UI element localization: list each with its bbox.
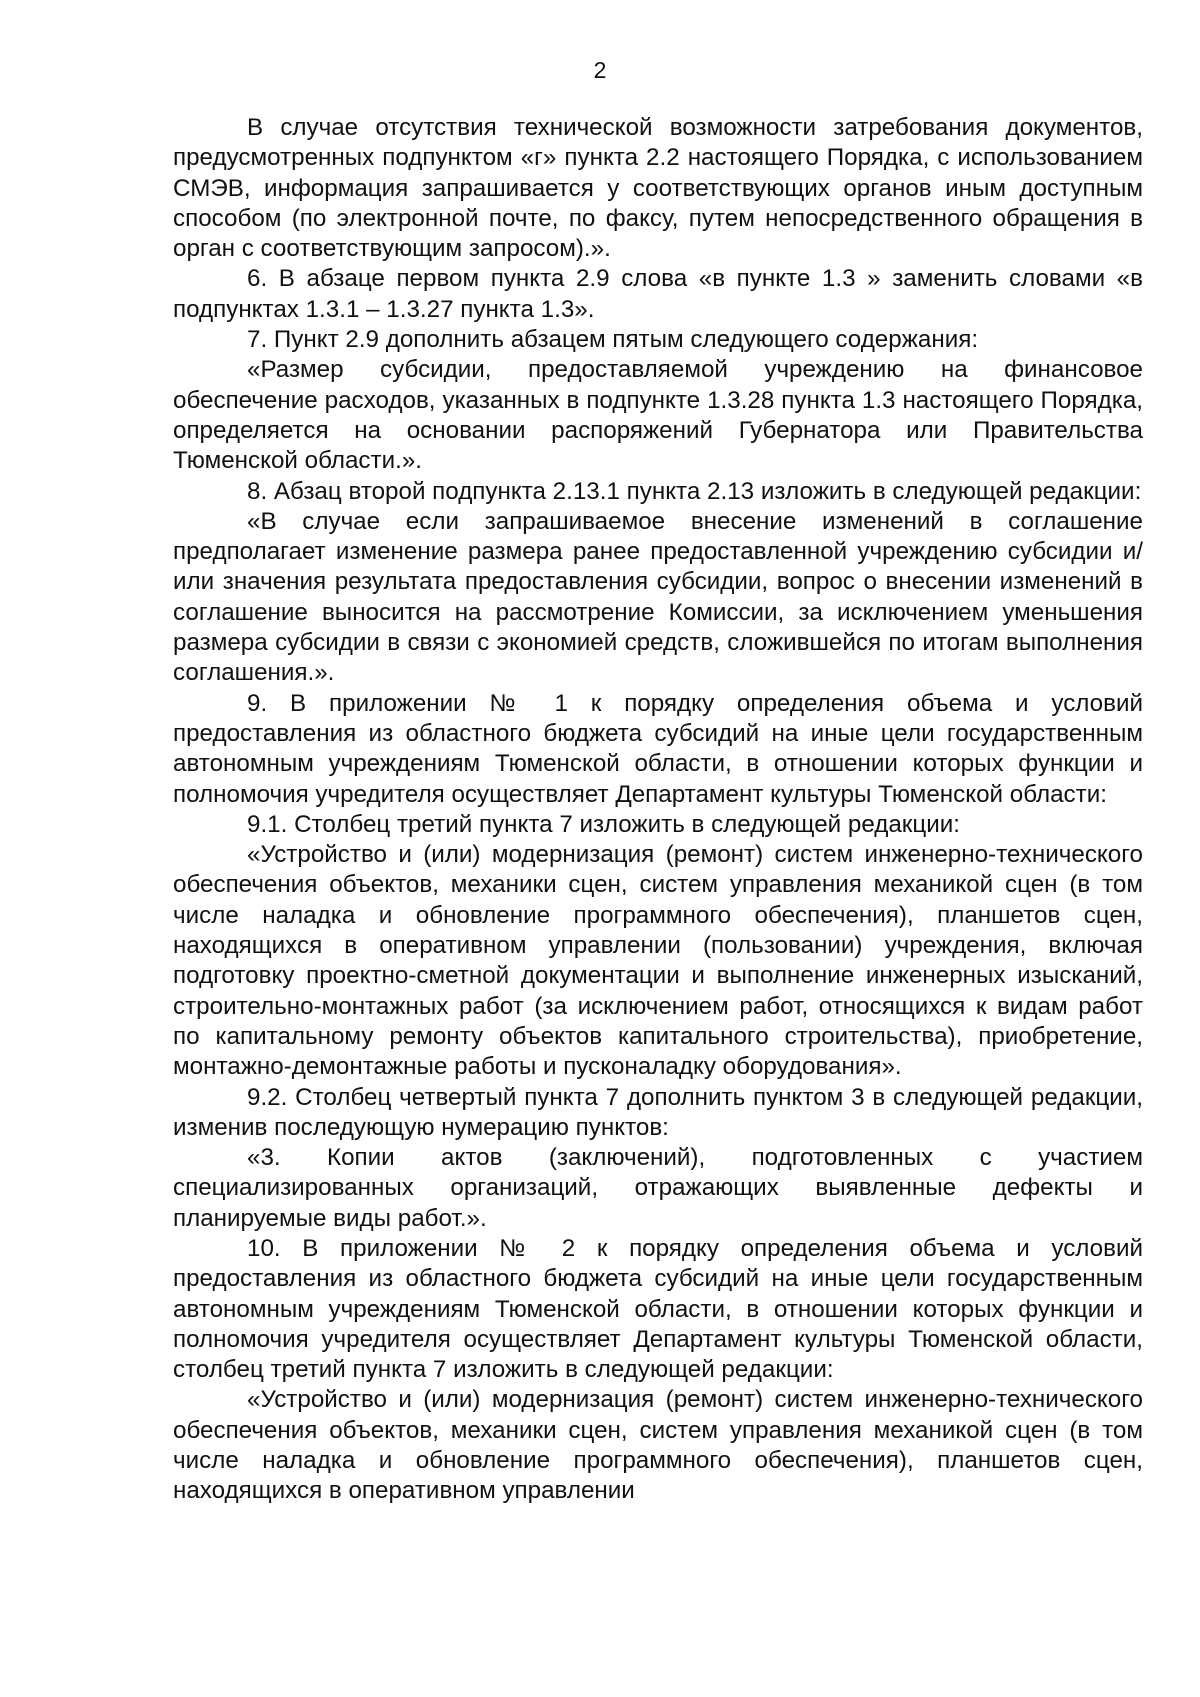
paragraph-item-8-quote: «В случае если запрашиваемое внесение изменений в соглашение предполагает изменение размера ранее предоставленной учреждению субсидии и/или значения результата предоставления субсидии, вопрос о внесении изменений в соглашение выносится на рассмотрение Комиссии, за исключением уменьшения размера субсидии в связи с экономией средств, сложившейся по итогам выполнения соглашения.». xyxy=(173,507,1143,687)
page-number: 2 xyxy=(593,57,607,83)
paragraph-smev-request: В случае отсутствия технической возможности затребования документов, предусмотренных подпунктом «г» пункта 2.2 настоящего Порядка, с использованием СМЭВ, информация запрашивается у соответствующих органов иным доступным способом (по электронной почте, по факсу, путем непосредственного обращения в орган с соответствующим запросом).». xyxy=(173,114,1143,263)
paragraph-item-10: 10. В приложении № 2 к порядку определения объема и условий предоставления из областного бюджета субсидий на иные цели государственным автономным учреждениям Тюменской области, в отношении которых функции и полномочия учредителя осуществляет Департамент культуры Тюменской области, столбец третий пункта 7 изложить в следующей редакции: xyxy=(173,1234,1143,1384)
paragraph-item-8: 8. Абзац второй подпункта 2.13.1 пункта 2.13 изложить в следующей редакции: xyxy=(247,477,1142,505)
paragraph-item-9-2: 9.2. Столбец четвертый пункта 7 дополнить пунктом 3 в следующей редакции, изменив последующую нумерацию пунктов: xyxy=(173,1083,1143,1141)
paragraph-item-9: 9. В приложении № 1 к порядку определения объема и условий предоставления из областного бюджета субсидий на иные цели государственным автономным учреждениям Тюменской области, в отношении которых функции и полномочия учредителя осуществляет Департамент культуры Тюменской области: xyxy=(173,689,1143,808)
paragraph-item-6: 6. В абзаце первом пункта 2.9 слова «в пункте 1.3 » заменить словами «в подпунктах 1.3.1 – 1.3.27 пункта 1.3». xyxy=(173,265,1143,323)
paragraph-item-9-1-quote: «Устройство и (или) модернизация (ремонт) систем инженерно-технического обеспечения объектов, механики сцен, систем управления механикой сцен (в том числе наладка и обновление программного обеспечения), планшетов сцен, находящихся в оперативном управлении (пользовании) учреждения, включая подготовку проектно-сметной документации и выполнение инженерных изысканий, строительно-монтажных работ (за исключением работ, относящихся к видам работ по капитальному ремонту объектов капитального строительства), приобретение, монтажно-демонтажные работы и пусконаладку оборудования». xyxy=(173,841,1143,1081)
paragraph-item-7-quote: «Размер субсидии, предоставляемой учреждению на финансовое обеспечение расходов, указанных в подпункте 1.3.28 пункта 1.3 настоящего Порядка, определяется на основании распоряжений Губернатора или Правительства Тюменской области.». xyxy=(173,356,1143,475)
paragraph-item-9-1: 9.1. Столбец третий пункта 7 изложить в следующей редакции: xyxy=(247,810,960,838)
document-body xyxy=(173,113,1143,1507)
paragraph-item-10-quote: «Устройство и (или) модернизация (ремонт) систем инженерно-технического обеспечения объектов, механики сцен, систем управления механикой сцен (в том числе наладка и обновление программного обеспечения), планшетов сцен, находящихся в оперативном управлении xyxy=(173,1386,1143,1505)
paragraph-item-7: 7. Пункт 2.9 дополнить абзацем пятым следующего содержания: xyxy=(247,326,979,354)
paragraph-item-9-2-quote: «3. Копии актов (заключений), подготовленных с участием специализированных организаций, отражающих выявленные дефекты и планируемые виды работ.». xyxy=(173,1144,1143,1232)
